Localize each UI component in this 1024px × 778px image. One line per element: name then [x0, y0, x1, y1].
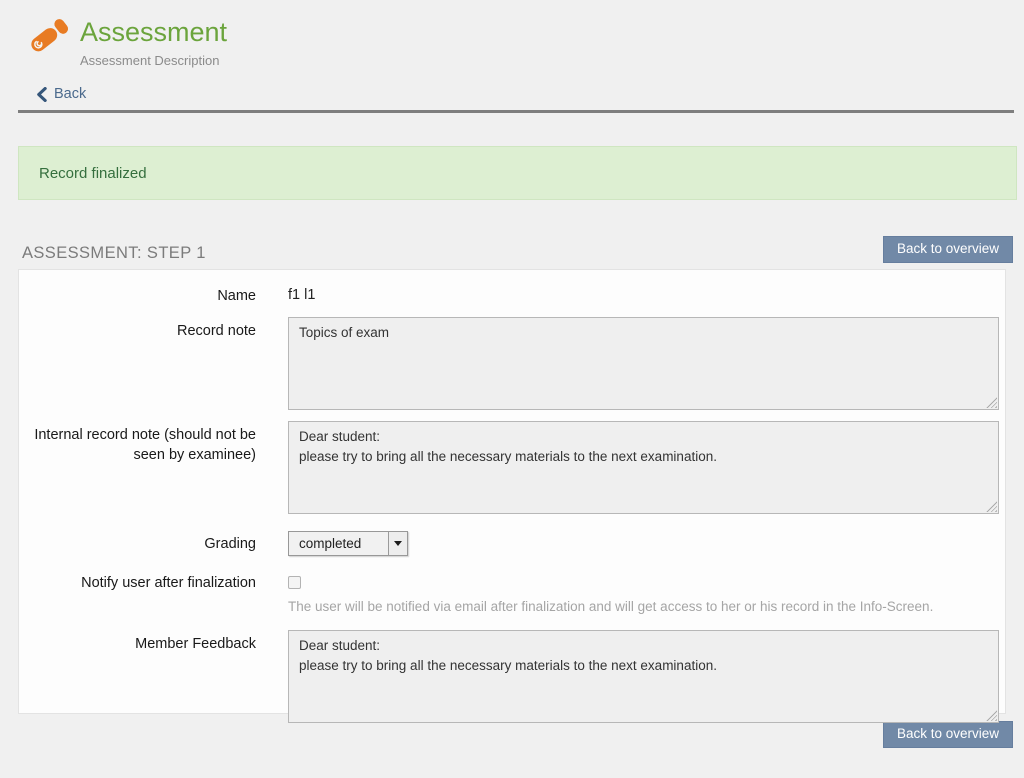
member-feedback-label: Member Feedback — [135, 636, 256, 652]
header-titles — [80, 13, 227, 68]
name-value: f1 l1 — [288, 287, 316, 303]
page-title: Assessment — [80, 17, 228, 47]
header-divider — [18, 110, 1014, 113]
form-row-grading — [19, 531, 1005, 556]
record-note-label: Record note — [177, 323, 256, 339]
caret-down-icon — [394, 541, 402, 546]
form-row-internal-record-note — [19, 421, 1005, 514]
back-to-overview-button-bottom[interactable]: Back to overview — [883, 721, 1013, 748]
form-row-member-feedback — [19, 630, 1005, 723]
notify-help-text: The user will be notified via email after finalization and will get access to her or his record in the Info-Screen. — [288, 599, 934, 614]
page-header — [0, 0, 1024, 68]
back-link-label: Back — [54, 86, 87, 102]
grading-select[interactable] — [288, 531, 408, 556]
back-link[interactable] — [36, 86, 86, 102]
page-subtitle: Assessment Description — [80, 53, 220, 68]
form-section-header — [22, 236, 1013, 263]
success-message-text: Record finalized — [39, 164, 147, 182]
form-footer — [0, 721, 1013, 748]
record-note-textarea[interactable] — [288, 317, 999, 410]
notify-label: Notify user after finalization — [81, 575, 256, 591]
back-row — [36, 84, 1024, 104]
notify-checkbox[interactable] — [288, 576, 301, 589]
back-to-overview-button-top[interactable]: Back to overview — [883, 236, 1013, 263]
form-row-record-note — [19, 317, 1005, 410]
assessment-form-panel — [18, 269, 1006, 714]
name-label: Name — [217, 288, 256, 304]
internal-record-note-label: Internal record note (should not be seen by examinee) — [34, 427, 256, 463]
form-row-name — [19, 286, 1005, 306]
grading-selected-value: completed — [299, 536, 362, 551]
member-feedback-textarea[interactable] — [288, 630, 999, 723]
grading-label: Grading — [204, 536, 256, 552]
section-title: ASSESSMENT: STEP 1 — [22, 244, 206, 262]
select-dropdown-button[interactable] — [388, 532, 407, 555]
chevron-left-icon — [36, 87, 47, 102]
form-row-notify — [19, 573, 1005, 616]
scroll-certificate-icon — [26, 13, 72, 59]
internal-record-note-textarea[interactable] — [288, 421, 999, 514]
success-message — [18, 146, 1017, 200]
